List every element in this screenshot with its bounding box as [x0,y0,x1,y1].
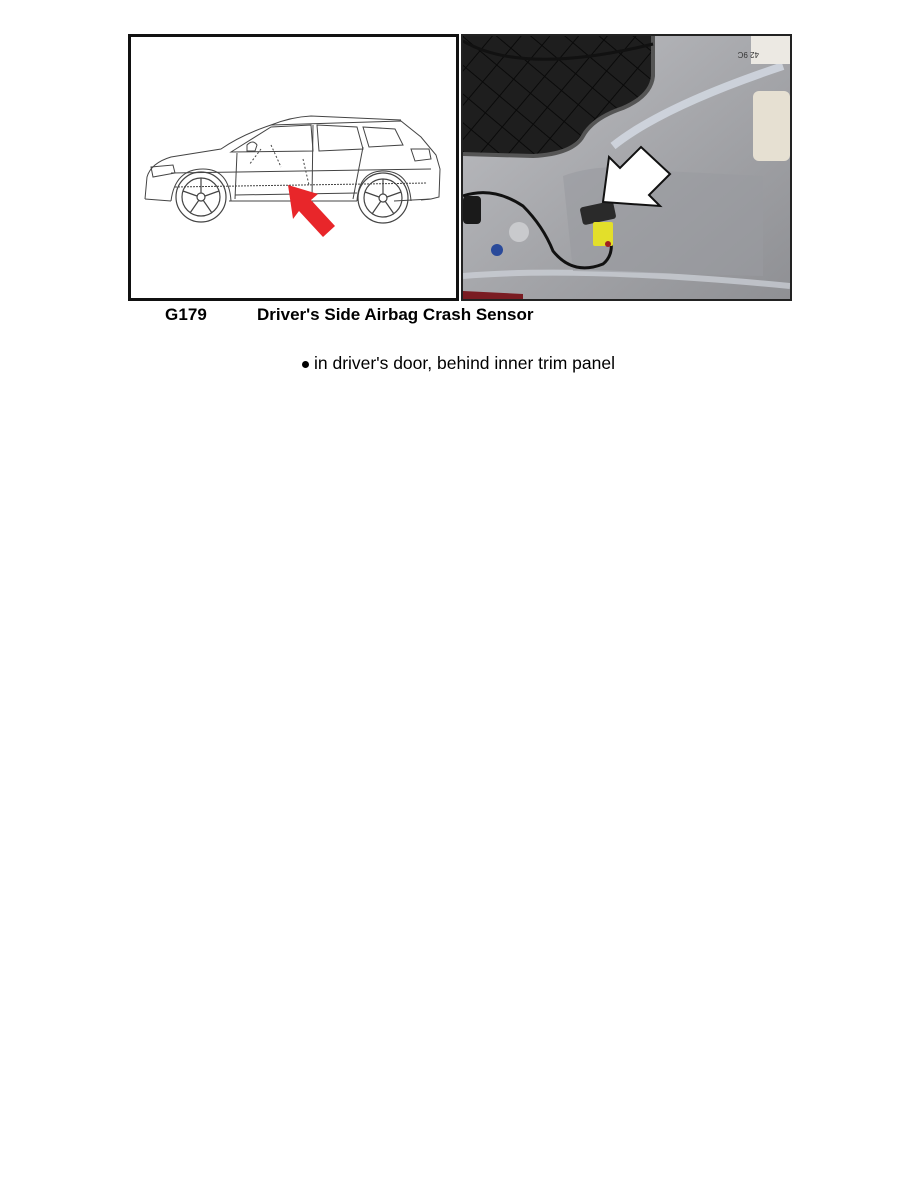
location-text: in driver's door, behind inner trim panel [314,353,616,373]
bullet-icon [302,361,309,368]
svg-text:42 9C: 42 9C [737,50,759,59]
car-diagram-figure [128,34,459,301]
door-panel-photo [463,36,790,299]
car-line-drawing [131,37,456,298]
component-title: Driver's Side Airbag Crash Sensor [257,305,534,324]
location-list-item [302,353,615,374]
red-location-arrow [288,185,335,237]
door-photo-figure [461,34,792,301]
component-id: G179 [165,305,207,324]
